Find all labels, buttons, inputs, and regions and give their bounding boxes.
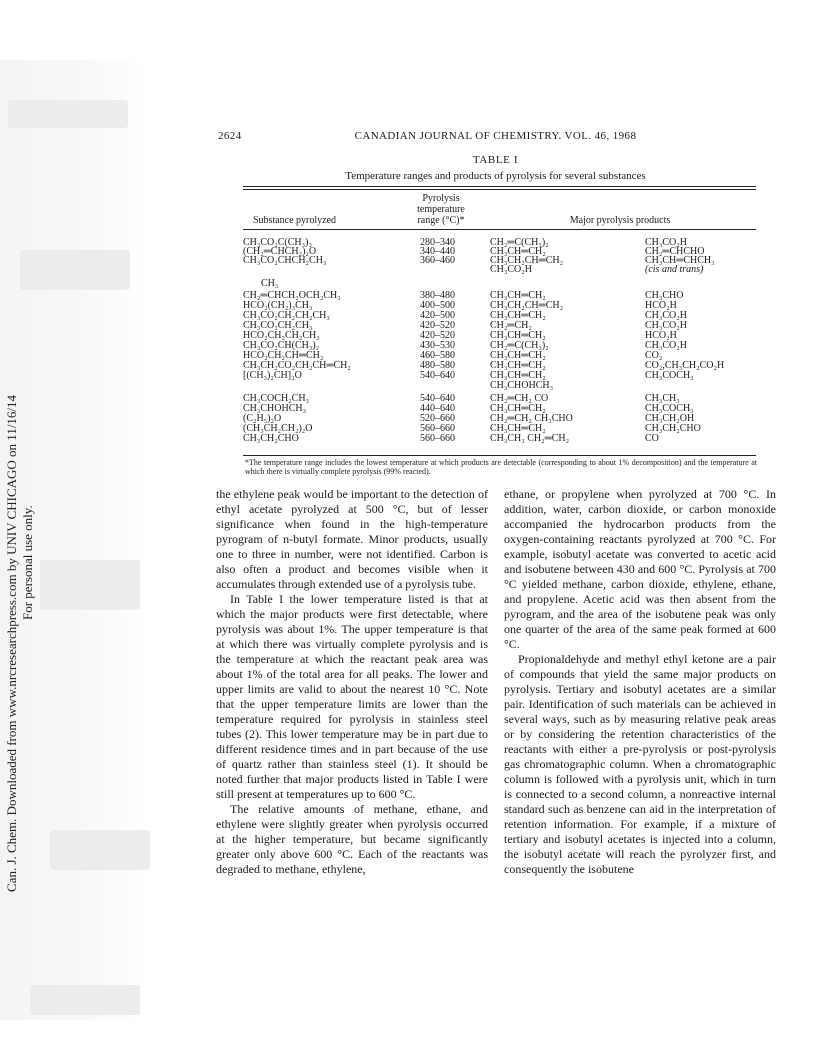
- table-cell-substance: CH₃CO₂CH₂CH₂CH₃: [243, 310, 330, 321]
- table-cell-substance: HCO₂(CH₂)₃CH₃: [243, 300, 313, 311]
- running-header: [218, 130, 773, 144]
- table-cell-substance: CH₃CO₂CH₂CH₃: [243, 320, 313, 331]
- table-cell-p1: CH₂═CH₂: [490, 320, 532, 331]
- table-cell-substance: (C₂H₅)₂O: [243, 413, 282, 424]
- table-cell-range: 280–340: [420, 237, 455, 248]
- table-cell-p1: CH₃CH₃ CH₂═CH₂: [490, 433, 570, 444]
- table-cell-range: 540–640: [420, 370, 455, 381]
- table-row: [243, 381, 756, 391]
- table-cell-p1: CH₂═C(CH₃)₂: [490, 340, 549, 351]
- watermark-line-1: Can. J. Chem. Downloaded from www.nrcresearchpress.com by UNIV CHICAGO on 11/16/14: [4, 394, 19, 892]
- table-bottom-rule: [243, 455, 756, 456]
- table-cell-substance: CH₃CO₂CHCH₂CH₃: [243, 255, 327, 266]
- table-cell-range: 460–580: [420, 350, 455, 361]
- table-cell-range: 540–640: [420, 393, 455, 404]
- paragraph: the ethylene peak would be important to the detection of ethyl acetate pyrolyzed at 500 °C, but of lesser significance when found in the high-temperature pyrogram of n-butyl formate. Minor products, usually one to three in number, were not identified. Carbon is also often a product and becomes visible when it accumulates through extended use of a pyrolysis tube.: [216, 487, 488, 591]
- table-top-rule-2: [243, 189, 756, 190]
- table-cell-range: 380–480: [420, 290, 455, 301]
- table-cell-p2: CH₃CH₂OH: [645, 413, 695, 424]
- body-column-left: [216, 487, 488, 877]
- table-cell-p2: CO₂,CH₃CH₂CO₂H: [645, 360, 725, 371]
- table-cell-p2: (cis and trans): [645, 264, 704, 275]
- paragraph: ethane, or propylene when pyrolyzed at 700 °C. In addition, water, carbon dioxide, or carbon monoxide accompanied the hydrocarbon products from the oxygen-containing reactants pyrolyzed at 700 °C. For example, isobutyl acetate was converted to acetic acid and isobutene between 430 and 600 °C. Pyrolysis at 700 °C yielded methane, carbon dioxide, ethylene, ethane, and propylene. Acetic acid was then absent from the pyrogram, and the area of the isobutene peak was only one quarter of the area of the same peak formed at 600 °C.: [504, 487, 776, 651]
- table-cell-range: 420–500: [420, 310, 455, 321]
- table-cell-p1: CH₃CH═CH₂: [490, 330, 546, 341]
- table-cell-range: 560–660: [420, 433, 455, 444]
- table-cell-range: 400–500: [420, 300, 455, 311]
- table-cell-p2: CH₃CH₂CHO: [645, 423, 701, 434]
- table-cell-p1: CH₃CH═CH₂: [490, 246, 546, 257]
- table-cell-substance: (CH₂═CHCH₂)₂O: [243, 246, 317, 257]
- scan-margin-blot: [50, 830, 150, 870]
- table-cell-range: 480–580: [420, 360, 455, 371]
- table-header-rule: [243, 229, 756, 230]
- watermark-line-2: For personal use only.: [20, 505, 35, 620]
- table-cell-p2: CH₃CH═CHCH₃: [645, 255, 715, 266]
- table-cell-p2: CH₃CO₂H: [645, 340, 687, 351]
- table-cell-p2: CH₂═CHCHO: [645, 246, 705, 257]
- table-row: [243, 279, 756, 289]
- table-cell-p2: CH₃CH₃: [645, 393, 680, 404]
- table-cell-substance: CH₃CH₂CO₂CH₂CH═CH₂: [243, 360, 351, 371]
- table-cell-p2: CH₃CO₂H: [645, 237, 687, 248]
- table-cell-substance: CH₃COCH₂CH₃: [243, 393, 310, 404]
- table-cell-substance: CH₃CH₂CHO: [243, 433, 299, 444]
- table-cell-p1: CH₃CH═CH₂: [490, 310, 546, 321]
- table-cell-substance: CH₃CHOHCH₃: [243, 403, 307, 414]
- table-cell-substance: CH₃CO₂CH(CH₃)₂: [243, 340, 320, 351]
- table-cell-p1: CH₃CH₂CH═CH₂: [490, 300, 564, 311]
- table-cell-range: 440–640: [420, 403, 455, 414]
- table-cell-p2: CH₃CO₂H: [645, 310, 687, 321]
- table-cell-range: 520–660: [420, 413, 455, 424]
- table-cell-p1: CH₃CH═CH₂: [490, 360, 546, 371]
- table-footnote: *The temperature range includes the lowest temperature at which products are detectable (corresponding to about 1% decomposition) and the temperature at which there is virtually complete pyrolysis (99% reacted).: [245, 458, 757, 476]
- table-cell-p2: HCO₂H: [645, 300, 677, 311]
- table-cell-substance: CH₃: [261, 278, 279, 289]
- paragraph: The relative amounts of methane, ethane, and ethylene were slightly greater when pyrolysis occurred at the higher temperature, but became significantly greater only above 600 °C. Each of the reactants was degraded to methane, ethylene,: [216, 802, 488, 876]
- table-cell-p1: CH₃CH═CH₂: [490, 290, 546, 301]
- table-cell-range: 420–520: [420, 330, 455, 341]
- table-row: [243, 434, 756, 444]
- table-cell-p2: HCO₂H: [645, 330, 677, 341]
- table-caption: Temperature ranges and products of pyrolysis for several substances: [345, 170, 646, 182]
- download-watermark: [0, 0, 40, 1052]
- header-temp-line-1: Pyrolysis: [422, 193, 460, 204]
- table-cell-p1: CH₃CHOHCH₃: [490, 380, 554, 391]
- table-label: TABLE I: [472, 154, 519, 166]
- table-cell-range: 430–530: [420, 340, 455, 351]
- table-cell-range: 560–660: [420, 423, 455, 434]
- page-number: 2624: [218, 130, 242, 142]
- table-cell-substance: CH₂═CHCH₂OCH₂CH₃: [243, 290, 341, 301]
- table-top-rule: [243, 186, 756, 187]
- table-cell-p2: CH₃COCH₃: [645, 403, 694, 414]
- header-products: Major pyrolysis products: [569, 215, 671, 226]
- table-cell-p1: CH₃CH═CH₂: [490, 350, 546, 361]
- table-cell-p2: CH₃CHO: [645, 290, 684, 301]
- table-cell-p1: CH₃CH═CH₂: [490, 403, 546, 414]
- table-row: [243, 265, 756, 275]
- header-substance: Substance pyrolyzed: [253, 215, 337, 226]
- scan-margin-blot: [30, 985, 140, 1015]
- table-cell-p2: CO: [645, 433, 659, 444]
- table-cell-p2: CH₃CO₂H: [645, 320, 687, 331]
- table-cell-range: 420–520: [420, 320, 455, 331]
- table-cell-range: 340–440: [420, 246, 455, 257]
- table-cell-substance: HCO₂CH₂CH₂CH₃: [243, 330, 320, 341]
- table-cell-p1: CH₃CO₂H: [490, 264, 532, 275]
- table-cell-p1: CH₂═CH₂ CO: [490, 393, 549, 404]
- paragraph: In Table I the lower temperature listed is that at which the major products were first detectable, where pyrolysis was about 1%. The upper temperature is that at which there was virtually complete pyrolysis and is the temperature at which the reactant peak area was about 1% of the total area for all peaks. The lower and upper limits are valid to about the nearest 10 °C. Note that the upper temperature limits are lower than the temperature required for pyrolysis in stainless steel tubes (2). This lower temperature may be in part due to different residence times and in part because of the use of quartz rather than stainless steel (1). It should be noted further that major products listed in Table I were still present at temperatures up to 600 °C.: [216, 592, 488, 801]
- scan-margin-blot: [40, 560, 140, 610]
- table-cell-p1: CH₂═C(CH₃)₂: [490, 237, 549, 248]
- table-cell-p1: CH₃CH₂CH═CH₂: [490, 255, 564, 266]
- body-column-right: [504, 487, 776, 877]
- table-cell-substance: HCO₂CH₂CH═CH₂: [243, 350, 324, 361]
- table-cell-substance: (CH₃CH₂CH₂)₂O: [243, 423, 313, 434]
- table-cell-p2: CO₂: [645, 350, 663, 361]
- table-cell-p1: CH₃CH═CH₂: [490, 423, 546, 434]
- header-temp-line-2: temperature: [417, 204, 465, 215]
- table-cell-substance: [(CH₃)₂CH]₂O: [243, 370, 302, 381]
- table-cell-range: 360–460: [420, 255, 455, 266]
- table-cell-p1: CH₂═CH₂ CH₃CHO: [490, 413, 573, 424]
- table-cell-substance: CH₃CO₂C(CH₃)₃: [243, 237, 312, 248]
- paragraph: Propionaldehyde and methyl ethyl ketone are a pair of compounds that yield the same major products on pyrolysis. Tertiary and isobutyl acetates are a similar pair. Identification of such materials can be achieved in several ways, such as by measuring relative peak areas or by considering the retention characteristics of the reactants with either a pre-pyrolysis or post-pyrolysis gas chromatographic column. When a chromatographic column is followed with a pyrolysis unit, which in turn is connected to a second column, a nonreactive internal standard such as benzene can aid in the interpretation of retention information. For example, if a mixture of tertiary and isobutyl acetates is injected into a column, the isobutyl acetate will reach the pyrolyzer first, and consequently the isobutene: [504, 652, 776, 876]
- header-temp-line-3: range (°C)*: [417, 215, 465, 226]
- table-cell-p2: CH₃COCH₃: [645, 370, 694, 381]
- journal-title: CANADIAN JOURNAL OF CHEMISTRY. VOL. 46, 1968: [354, 130, 637, 142]
- table-cell-p1: CH₃CH═CH₂: [490, 370, 546, 381]
